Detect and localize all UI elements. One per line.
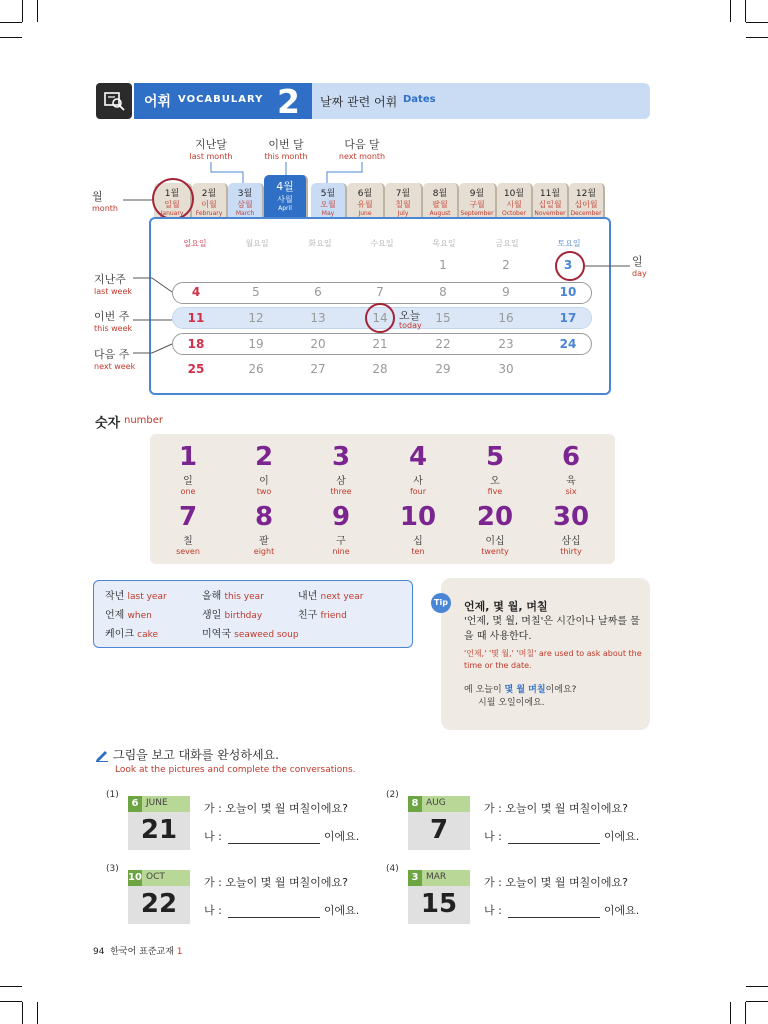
calendar-day: 10 [559,285,577,299]
exercise-question: 가 : 오늘이 몇 월 며칠이에요? [484,802,628,815]
weekday-sun: 일요일 [183,239,207,248]
book-volume: 1 [176,947,183,957]
vocabulary-item: 생일 birthday [202,610,263,621]
number-item: 20 이십 twenty [476,502,514,556]
weekday-sat: 토요일 [557,239,581,248]
day-label: 일 day [632,255,647,278]
number-item: 1 일 one [178,442,198,496]
number-item: 4 사 four [408,442,428,496]
next-week-label: 다음 주 next week [94,348,136,371]
exercise-number: (3) [106,864,119,874]
calendar-day: 24 [559,337,577,351]
calendar-day: 30 [498,362,514,376]
crop-mark [22,1002,23,1024]
calendar-day: 15 [435,311,451,325]
today-label: 오늘 today [399,309,422,330]
calendar-day: 16 [498,311,514,325]
exercise-number: (1) [106,790,119,800]
calendar-day: 8 [439,285,447,299]
vocabulary-item: 친구 friend [298,610,347,621]
calendar-day: 27 [310,362,326,376]
exercise-subtitle: Look at the pictures and complete the conversations. [115,765,356,775]
number-item: 5 오 five [485,442,505,496]
number-item: 10 십 ten [399,502,437,556]
calendar-day: 18 [187,337,205,351]
number-item: 6 육 six [561,442,581,496]
calendar-day: 7 [376,285,384,299]
numbers-title: 숫자 [95,416,121,431]
calendar-day: 9 [502,285,510,299]
answer-blank-input[interactable] [228,904,320,918]
exercise-number: (2) [386,790,399,800]
number-item: 9 구 nine [331,502,351,556]
month-tab-12: 12월 십이월 December [569,183,605,217]
pencil-icon [95,748,109,762]
exercise-question: 가 : 오늘이 몇 월 며칠이에요? [484,876,628,889]
month-tab-11: 11월 십일월 November [533,183,569,217]
answer-blank-input[interactable] [228,830,320,844]
calendar-day: 6 [314,285,322,299]
vocabulary-item: 올해 this year [202,591,264,602]
weekday-mon: 월요일 [245,239,269,248]
vocabulary-item: 내년 next year [298,591,364,602]
crop-mark [0,986,22,987]
crop-mark [746,986,768,987]
month-tab-9: 9월 구월 September [459,183,497,217]
month-tab-4: 4월 사월 April [264,175,308,217]
page-title-english: Dates [403,94,436,105]
number-item: 3 삼 three [330,442,352,496]
calendar-page-icon: 6 JUNE 21 [128,796,190,850]
exercise-answer: 나 : 이에요. [484,830,640,843]
tip-english: '언제,' '몇 월,' '며칠' are used to ask about the time or the date. [464,649,642,670]
calendar-day: 12 [248,311,264,325]
calendar-day: 2 [502,258,510,272]
exercise-answer: 나 : 이에요. [204,904,360,917]
number-item: 2 이 two [254,442,274,496]
answer-blank-input[interactable] [508,904,600,918]
month-tab-6: 6월 유월 June [347,183,385,217]
book-title: 한국어 표준교재 [110,947,174,957]
page-title: 날짜 관련 어휘 [320,95,398,109]
calendar-day: 23 [498,337,514,351]
calendar-page-icon: 8 AUG 7 [408,796,470,850]
calendar-day: 26 [248,362,264,376]
month-tab-8: 8월 팔월 August [423,183,459,217]
month-tab-7: 7월 칠월 July [385,183,423,217]
exercise-question: 가 : 오늘이 몇 월 며칠이에요? [204,876,348,889]
tip-bulb-icon: Tip [431,593,451,613]
numbers-title-english: number [124,415,164,426]
crop-mark [37,1002,38,1024]
calendar-day: 22 [435,337,451,351]
section-label-korean: 어휘 [144,94,172,110]
vocabulary-item: 미역국 seaweed soup [202,629,299,640]
month-label: 월 month [92,190,118,213]
calendar-day: 29 [435,362,451,376]
exercise-question: 가 : 오늘이 몇 월 며칠이에요? [204,802,348,815]
calendar-day: 28 [372,362,388,376]
calendar-day: 19 [248,337,264,351]
page-number: 94 [93,947,105,957]
calendar-day: 11 [187,311,205,325]
calendar-day: 1 [439,258,447,272]
calendar-day: 3 [563,258,573,272]
crop-mark [746,1001,768,1002]
calendar-day: 17 [559,311,577,325]
calendar-day: 25 [187,362,205,376]
calendar-page-icon: 3 MAR 15 [408,870,470,924]
vocabulary-item: 케이크 cake [105,629,159,640]
calendar-day: 4 [191,285,201,299]
this-week-label: 이번 주 this week [94,310,133,333]
exercise-answer: 나 : 이에요. [484,904,640,917]
month-tab-2: 2월 이월 February [192,183,228,217]
weekday-thu: 목요일 [432,239,456,248]
exercise-title: 그림을 보고 대화를 완성하세요. [113,748,279,762]
exercise-number: (4) [386,864,399,874]
last-month-circle [152,178,194,220]
calendar-day: 14 [372,311,388,325]
calendar-day: 13 [310,311,326,325]
tip-title: 언제, 몇 월, 며칠 [464,600,548,613]
calendar-day: 5 [252,285,260,299]
page-footer [93,944,183,957]
weekday-tue: 화요일 [308,239,332,248]
number-item: 7 칠 seven [176,502,200,556]
last-week-label: 지난주 last week [94,273,132,296]
tip-example: 예 오늘이 몇 월 며칠이에요? 시월 오일이에요. [464,685,577,708]
calendar-day: 21 [372,337,388,351]
month-tab-1: 1월 일월 January [154,183,192,217]
weekday-wed: 수요일 [370,239,394,248]
crop-mark [745,1002,746,1024]
crop-mark [730,1002,731,1024]
answer-blank-input[interactable] [508,830,600,844]
vocabulary-item: 작년 last year [105,591,167,602]
weekday-fri: 금요일 [495,239,519,248]
number-item: 30 삼십 thirty [552,502,590,556]
crop-mark [0,1001,22,1002]
section-label-english: VOCABULARY [178,94,264,105]
example-mark: 예 [464,685,473,695]
last-month-label: 지난달 last month [189,138,233,161]
number-item: 8 팔 eight [253,502,275,556]
this-month-label: 이번 달 this month [264,138,308,161]
exercise-answer: 나 : 이에요. [204,830,360,843]
month-tab-5: 5월 오월 May [311,183,347,217]
calendar-page-icon: 10 OCT 22 [128,870,190,924]
month-tab-10: 10월 시월 October [497,183,533,217]
next-month-label: 다음 달 next month [338,138,386,161]
month-tab-3: 3월 삼월 March [228,183,264,217]
vocabulary-item: 언제 when [105,610,152,621]
tip-korean: '언제, 몇 월, 며칠'은 시간이나 날짜를 물을 때 사용한다. [464,616,640,642]
section-number: 2 [277,82,300,121]
calendar-day: 20 [310,337,326,351]
